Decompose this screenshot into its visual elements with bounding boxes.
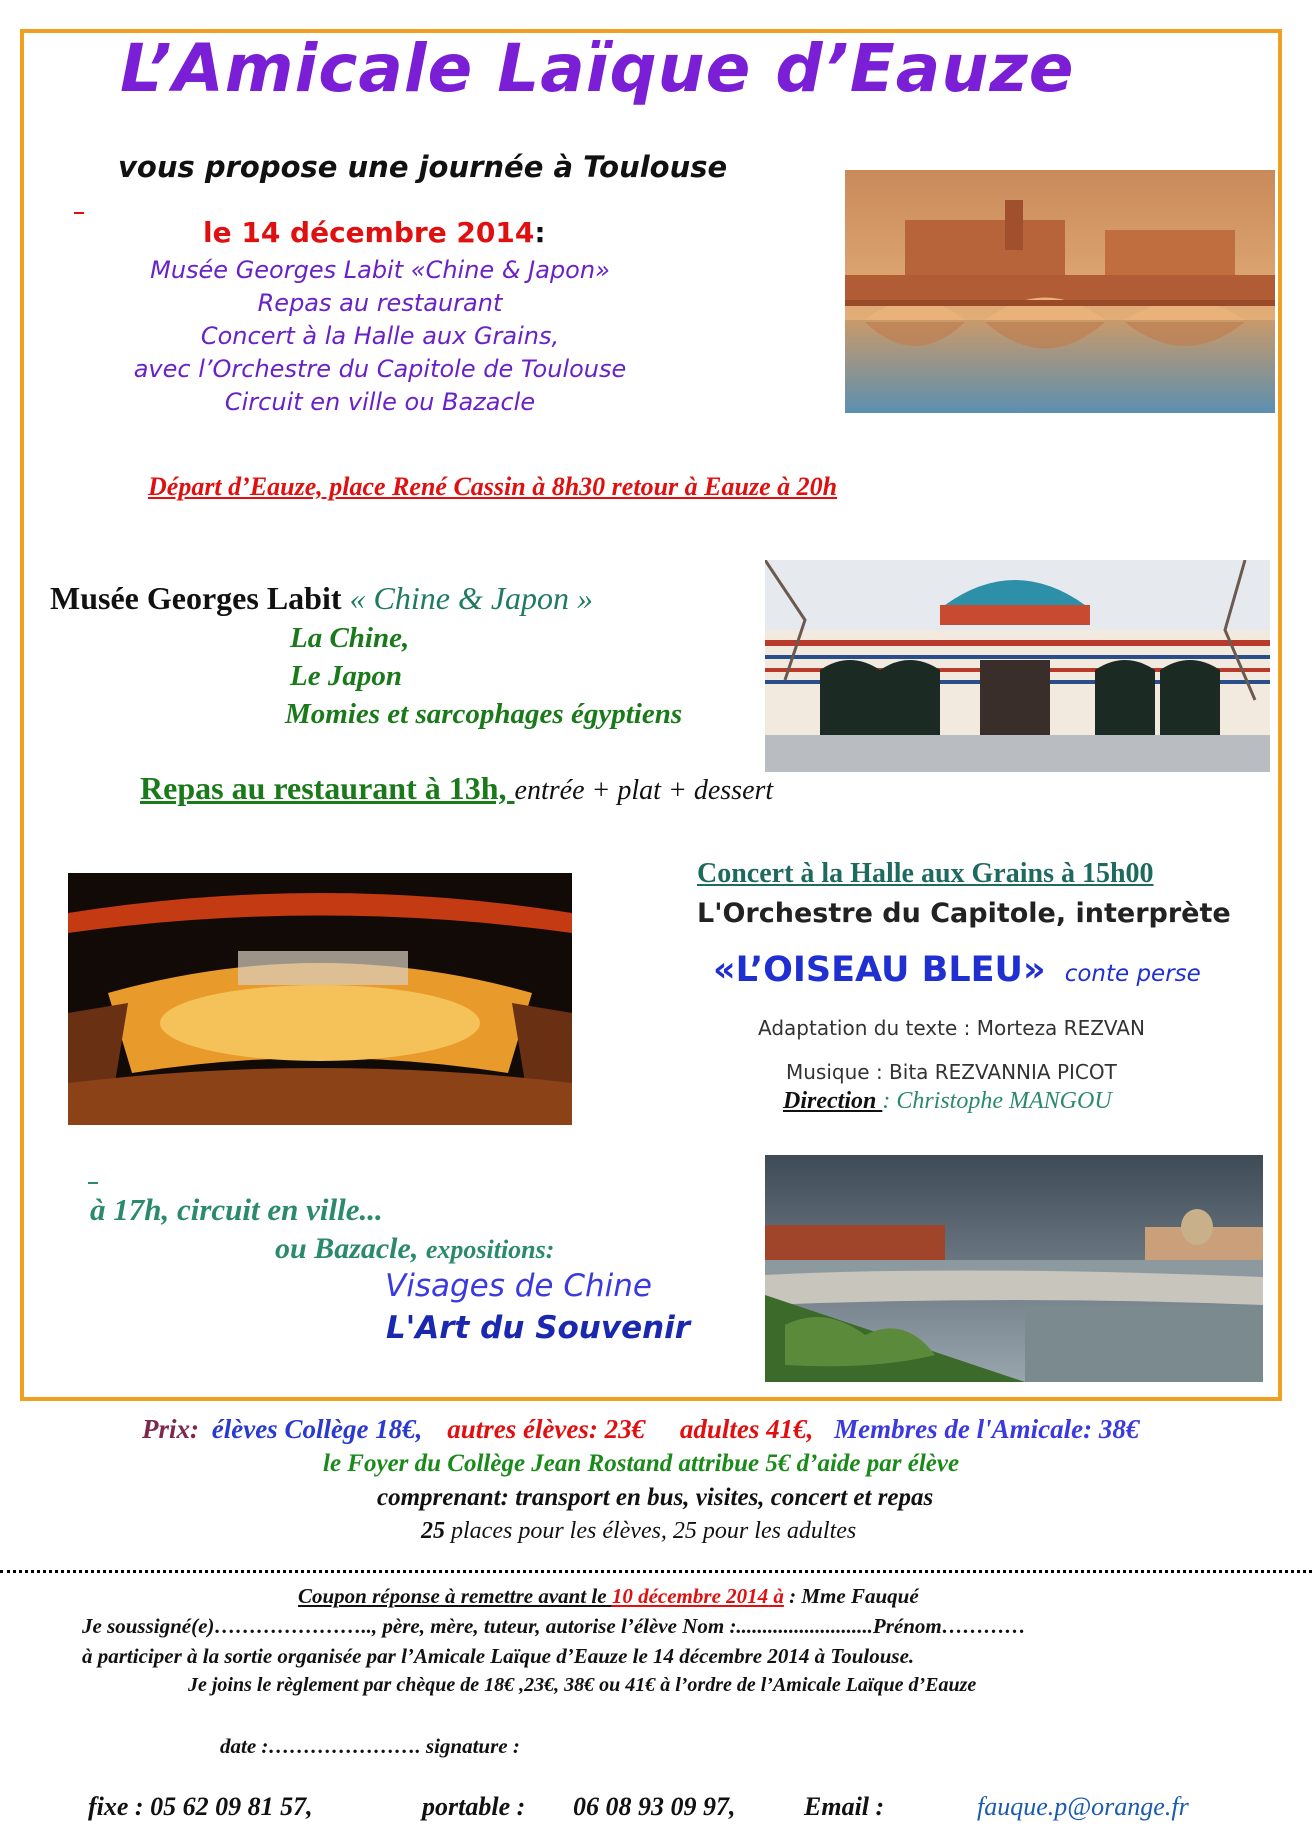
price-members: Membres de l'Amicale: 38€ (834, 1414, 1140, 1444)
circuit-expositions: expositions: (425, 1235, 555, 1264)
museum-line-mummies: Momies et sarcophages égyptiens (285, 698, 683, 730)
concert-music: Musique : Bita REZVANNIA PICOT (786, 1060, 1117, 1084)
cut-line (0, 1570, 1312, 1573)
coupon-heading-text: Coupon réponse à remettre avant le (298, 1584, 612, 1608)
price-places (421, 1518, 856, 1545)
event-date (203, 216, 546, 249)
contact-email[interactable]: fauque.p@orange.fr (977, 1792, 1189, 1821)
poster-subtitle: vous propose une journée à Toulouse (118, 150, 728, 184)
expo-art-souvenir: L'Art du Souvenir (386, 1310, 691, 1346)
coupon-deadline: 10 décembre 2014 (611, 1584, 769, 1608)
concert-work-title: «L’OISEAU BLEU» (713, 950, 1046, 990)
program-item: Repas au restaurant (257, 289, 503, 317)
coupon-line-name: Je soussigné(e)………………….., père, mère, tuteur, autorise l’élève Nom :..........................Prénom………… (82, 1614, 1026, 1638)
contact-portable-label: portable : (422, 1792, 526, 1821)
coupon-recipient: : Mme Fauqué (783, 1584, 919, 1608)
price-other-students: autres élèves: 23€ (447, 1414, 646, 1444)
meal-label: Repas au restaurant à 13h, (140, 770, 515, 806)
coupon-line-consent: à participer à la sortie organisée par l’Amicale Laïque d’Eauze le 14 décembre 2014 à Toulouse. (82, 1644, 915, 1668)
poster-title: L’Amicale Laïque d’Eauze (120, 30, 1075, 107)
photo-bazacle (765, 1155, 1263, 1382)
places-count: 25 (421, 1518, 445, 1544)
meal-line (140, 770, 773, 807)
concert-work-note: conte perse (1064, 961, 1201, 987)
museum-name: Musée Georges Labit (50, 580, 342, 616)
program-item: Musée Georges Labit «Chine & Japon» (150, 256, 610, 284)
concert-direction (783, 1088, 1112, 1115)
concert-work (713, 950, 1201, 990)
event-date-text: le 14 décembre 2014 (203, 216, 535, 249)
price-label: Prix: (142, 1414, 199, 1444)
concert-direction-label: Direction (783, 1088, 883, 1114)
price-college: élèves Collège 18€, (211, 1414, 423, 1444)
expo-visages: Visages de Chine (385, 1268, 652, 1304)
museum-theme: « Chine & Japon » (341, 580, 594, 616)
coupon-heading-a: à (768, 1584, 784, 1608)
places-text: places pour les élèves, 25 pour les adultes (445, 1518, 857, 1544)
meal-menu: entrée + plat + dessert (514, 775, 774, 806)
concert-direction-name: : Christophe MANGOU (882, 1088, 1112, 1114)
photo-halle-aux-grains (68, 873, 572, 1125)
photo-toulouse-bridge (845, 170, 1275, 413)
concert-adaptation: Adaptation du texte : Morteza REZVAN (758, 1016, 1145, 1040)
concert-title: Concert à la Halle aux Grains à 15h00 (697, 858, 1154, 889)
price-includes: comprenant: transport en bus, visites, concert et repas (377, 1484, 934, 1511)
concert-performer: L'Orchestre du Capitole, interprète (697, 898, 1231, 929)
contact-portable: 06 08 93 09 97, (573, 1792, 736, 1821)
program-item: Concert à la Halle aux Grains, (200, 322, 560, 350)
program-item: avec l’Orchestre du Capitole de Toulouse (133, 355, 627, 383)
program-item: Circuit en ville ou Bazacle (224, 388, 536, 416)
contact-email-label: Email : (804, 1792, 885, 1821)
museum-title (50, 580, 593, 617)
teal-mark (88, 1182, 98, 1184)
price-aid: le Foyer du Collège Jean Rostand attribue 5€ d’aide par élève (323, 1450, 960, 1477)
circuit-bazacle: ou Bazacle, (275, 1232, 426, 1265)
circuit-line1: à 17h, circuit en ville... (90, 1192, 383, 1227)
departure-info: Départ d’Eauze, place René Cassin à 8h30 retour à Eauze à 20h (148, 472, 838, 501)
coupon-heading (298, 1584, 919, 1609)
museum-line-japan: Le Japon (290, 660, 402, 692)
price-adults: adultes 41€, (679, 1414, 814, 1444)
coupon-date-signature: date :…………………. signature : (220, 1734, 520, 1758)
museum-line-china: La Chine, (290, 622, 410, 654)
coupon-line-payment: Je joins le règlement par chèque de 18€ ,23€, 38€ ou 41€ à l’ordre de l’Amicale Laïque d’Eauze (188, 1674, 977, 1696)
contact-fixe: fixe : 05 62 09 81 57, (88, 1792, 313, 1821)
photo-musee-labit (765, 560, 1270, 772)
price-line (142, 1414, 1139, 1445)
circuit-line2 (275, 1232, 554, 1266)
event-date-colon: : (534, 216, 546, 249)
program-list (105, 254, 655, 419)
red-mark (74, 212, 84, 214)
